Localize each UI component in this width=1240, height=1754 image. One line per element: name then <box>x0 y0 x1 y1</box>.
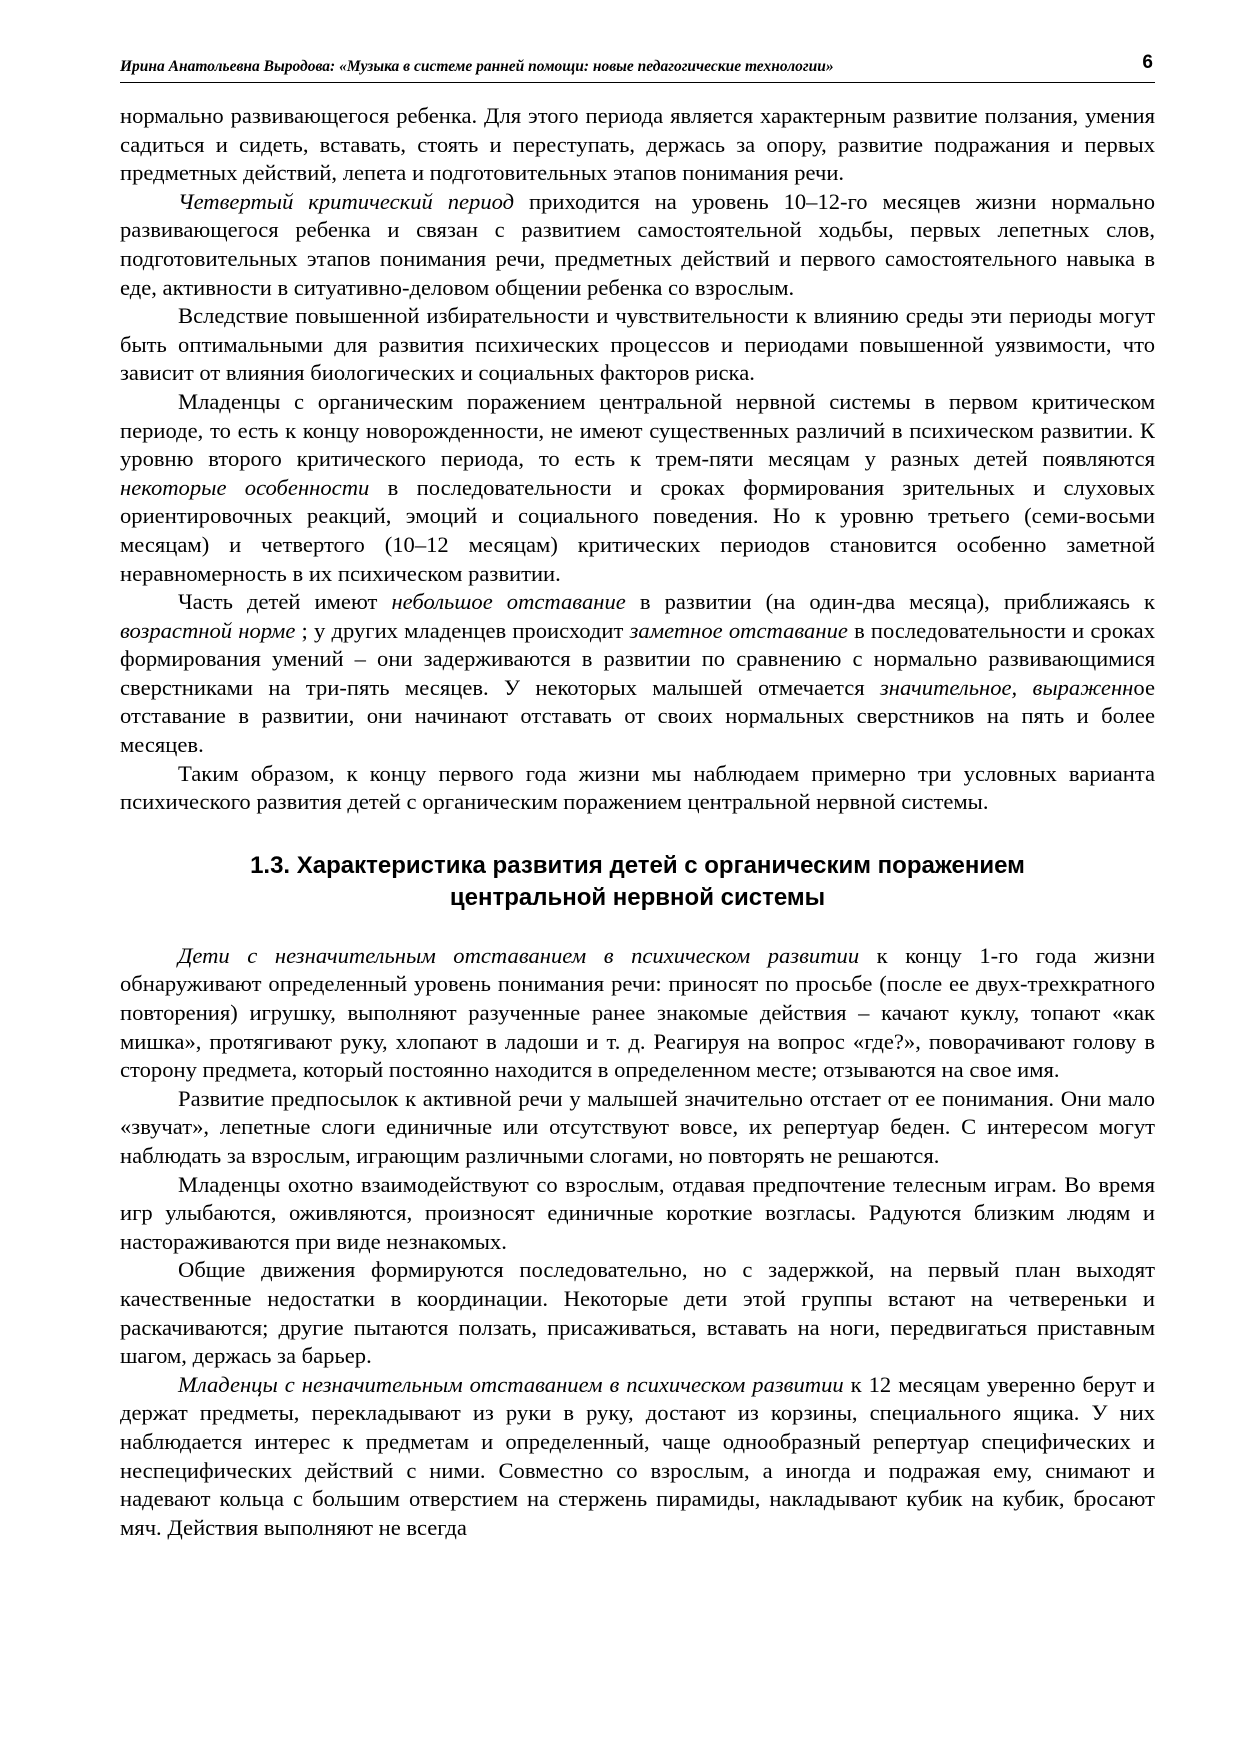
section-heading <box>120 850 1155 914</box>
emphasis-text: небольшое отставание <box>391 589 626 615</box>
paragraph-text: Таким образом, к концу первого года жизни мы наблюдаем примерно три условных варианта психического развития детей с органическим поражением центральной нервной системы. <box>120 760 1155 815</box>
paragraph <box>120 588 1155 760</box>
paragraph <box>120 388 1155 588</box>
paragraph-text: Младенцы охотно взаимодействуют со взрослым, отдавая предпочтение телесным играм. Во время игр улыбаются, оживляются, произносят единичные короткие возгласы. Радуются близким людям и настораживаются при виде незнакомых. <box>120 1171 1155 1254</box>
emphasis-text: заметное отставание <box>629 617 848 643</box>
paragraph-text: к концу 1-го года жизни обнаруживают определенный уровень понимания речи: приносят по просьбе (после ее двух-трехкратного повторения) игрушку, выполняют разученные ранее знакомые действия – качают куклу, топают «как мишка», протягивают руку, хлопают в ладоши и т. д. Реагируя на вопрос «где?», поворачивают голову в сторону предмета, который постоянно находится в определенном месте; отзываются на свое имя. <box>120 942 1155 1083</box>
paragraph-text: Часть детей имеют <box>178 589 392 615</box>
paragraph-text: к 12 месяцам уверенно берут и держат предметы, перекладывают из руки в руку, достают из корзины, специального ящика. У них наблюдается интерес к предметам и определенный, чаще однообразный репертуар специфических и неспецифических действий с ними. Совместно со взрослым, а иногда и подражая ему, снимают и надевают кольца с большим отверстием на стержень пирамиды, накладывают кубик на кубик, бросают мяч. Действия выполняют не всегда <box>120 1371 1156 1540</box>
emphasis-text: некоторые особенности <box>120 474 370 500</box>
paragraph <box>120 1171 1155 1257</box>
emphasis-text: значительное, выраженн <box>879 674 1134 700</box>
section-heading-line: 1.3. Характеристика развития детей с органическим поражением <box>250 851 1025 879</box>
section-heading-line: центральной нервной системы <box>449 883 826 911</box>
paragraph-text: в последовательности и сроках формирования зрительных и слуховых ориентировочных реакций, эмоций и социального поведения. Но к уровню третьего (семи-восьми месяцам) и четвертого (10–12 месяцам) критических периодов становится особенно заметной неравномерность в их психическом развитии. <box>120 474 1155 586</box>
emphasis-text: Дети с незначительным отставанием в психическом развитии <box>178 942 860 968</box>
paragraph-text: Общие движения формируются последовательно, но с задержкой, на первый план выходят качественные недостатки в координации. Некоторые дети этой группы встают на четвереньки и раскачиваются; другие пытаются ползать, присаживаться, вставать на ноги, передвигаться приставным шагом, держась за барьер. <box>120 1257 1155 1369</box>
emphasis-text: Четвертый критический период <box>178 188 515 214</box>
paragraph-text: ое отставание в развитии, они начинают отставать от своих нормальных сверстников на пять и более месяцев. <box>120 674 1155 758</box>
paragraph-text: приходится на уровень 10–12-го месяцев жизни нормально развивающегося ребенка и связан с развитием самостоятельной ходьбы, первых лепетных слов, подготовительных этапов понимания речи, предметных действий и первого самостоятельного навыка в еде, активности в ситуативно-деловом общении ребенка со взрослым. <box>120 188 1156 300</box>
paragraph-text: Младенцы с органическим поражением центральной нервной системы в первом критическом периоде, то есть к концу новорожденности, не имеют существенных различий в психическом развитии. К уровню второго критического периода, то есть к трем-пяти месяцам у разных детей появляются <box>120 388 1155 472</box>
paragraph <box>120 760 1155 817</box>
paragraph-text: ; у других младенцев происходит <box>295 617 630 643</box>
paragraph <box>120 188 1155 302</box>
paragraph-text: в развитии (на один-два месяца), приближаясь к <box>625 589 1155 615</box>
paragraph-text: в последовательности и сроках формирования умений – они задерживаются в развитии по сравнению с нормально развивающимися сверстниками на три-пять месяцев. У некоторых малышей отмечается <box>120 617 1155 700</box>
paragraph <box>120 302 1155 388</box>
page-number: 6 <box>1142 52 1153 73</box>
paragraph <box>120 1085 1155 1171</box>
paragraph <box>120 102 1155 188</box>
paragraph-text: нормально развивающегося ребенка. Для этого периода является характерным развитие ползания, умения садиться и сидеть, вставать, стоять и переступать, держась за опору, развитие подражания и первых предметных действий, лепета и подготовительных этапов понимания речи. <box>120 103 1155 186</box>
paragraph-text: Развитие предпосылок к активной речи у малышей значительно отстает от ее понимания. Они мало «звучат», лепетные слоги единичные или отсутствуют вовсе, их репертуар беден. С интересом могут наблюдать за взрослым, играющим различными слогами, но повторять не решаются. <box>120 1085 1155 1168</box>
paragraph <box>120 942 1155 1085</box>
document-body <box>120 102 1155 1542</box>
emphasis-text: возрастной норме <box>120 617 296 643</box>
running-header <box>120 52 1155 83</box>
header-title: Ирина Анатольевна Выродова: «Музыка в системе ранней помощи: новые педагогические технологии» <box>120 58 834 75</box>
paragraph-text: Вследствие повышенной избирательности и чувствительности к влиянию среды эти периоды могут быть оптимальными для развития психических процессов и периодами повышенной уязвимости, что зависит от влияния биологических и социальных факторов риска. <box>120 303 1155 386</box>
paragraph <box>120 1256 1155 1370</box>
emphasis-text: Младенцы с незначительным отставанием в психическом развитии <box>178 1371 844 1397</box>
paragraph <box>120 1371 1155 1543</box>
